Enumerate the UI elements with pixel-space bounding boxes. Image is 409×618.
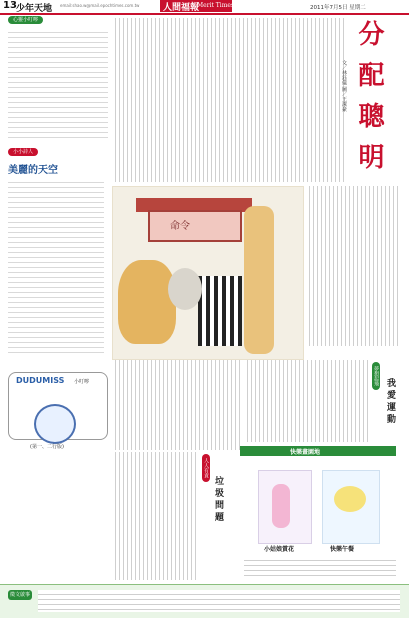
illustration-sign — [148, 210, 242, 242]
girl-figure — [272, 484, 290, 528]
poem-text — [8, 178, 104, 354]
zebra-figure — [198, 276, 242, 346]
sports-article-text — [244, 360, 368, 442]
main-article-text — [112, 18, 344, 182]
page-number: 13 — [3, 0, 17, 11]
giraffe-figure — [244, 206, 274, 354]
dudu-title: DUDUMISS — [16, 376, 65, 385]
section-email: email:shao.w@mail.epochtimes.com.tw — [60, 3, 140, 8]
art-banner: 快樂畫園地 — [290, 449, 321, 456]
bear-figure — [334, 486, 366, 512]
pic2-caption: 快樂午餐 — [330, 546, 355, 553]
pic1-caption: 小姑娘賞花 — [264, 546, 295, 553]
masthead-logo-en: Merit Times — [197, 2, 235, 9]
illustration-sign-text: 命令 — [170, 221, 190, 232]
garbage-article-text — [112, 452, 198, 580]
issue-date: 2011年7月5日 星期二 — [310, 5, 366, 11]
title-char-2: 配 — [354, 61, 384, 91]
lower-article-text — [112, 360, 242, 450]
tag-dream: 夢想起飛 — [372, 362, 380, 390]
dudu-caption: (第一、二行版) — [30, 444, 64, 450]
title-char-3: 聰 — [354, 102, 384, 132]
continued-article-text — [306, 186, 400, 346]
lion-figure — [118, 260, 176, 344]
garbage-title: 垃圾問題 — [213, 476, 223, 524]
tag-poet: 小小詩人 — [8, 148, 38, 156]
title-char-1: 分 — [354, 20, 384, 49]
title-char-4: 明 — [354, 143, 384, 173]
sports-title: 我愛運動 — [385, 378, 395, 426]
tag-garbage: 人人有責 — [202, 454, 210, 482]
sheep-figure — [168, 268, 202, 310]
poem-title: 美麗的天空 — [8, 165, 58, 176]
footer-text — [38, 590, 400, 612]
tips-text — [8, 28, 108, 140]
dudu-sub: 小叮嚀 — [74, 379, 90, 385]
main-article-title — [354, 20, 384, 172]
masthead-logo-cn: 人間福報 — [163, 3, 200, 13]
footer-tag: 徵文啟事 — [9, 592, 30, 598]
art-credits — [244, 556, 396, 580]
main-article-byline: 文／林鈺儀 圖／王潔豪 — [341, 60, 347, 112]
section-title: 少年天地 — [16, 4, 53, 14]
tag-tips: 心靈小叮嚀 — [8, 16, 43, 24]
dudu-icon — [34, 404, 76, 444]
